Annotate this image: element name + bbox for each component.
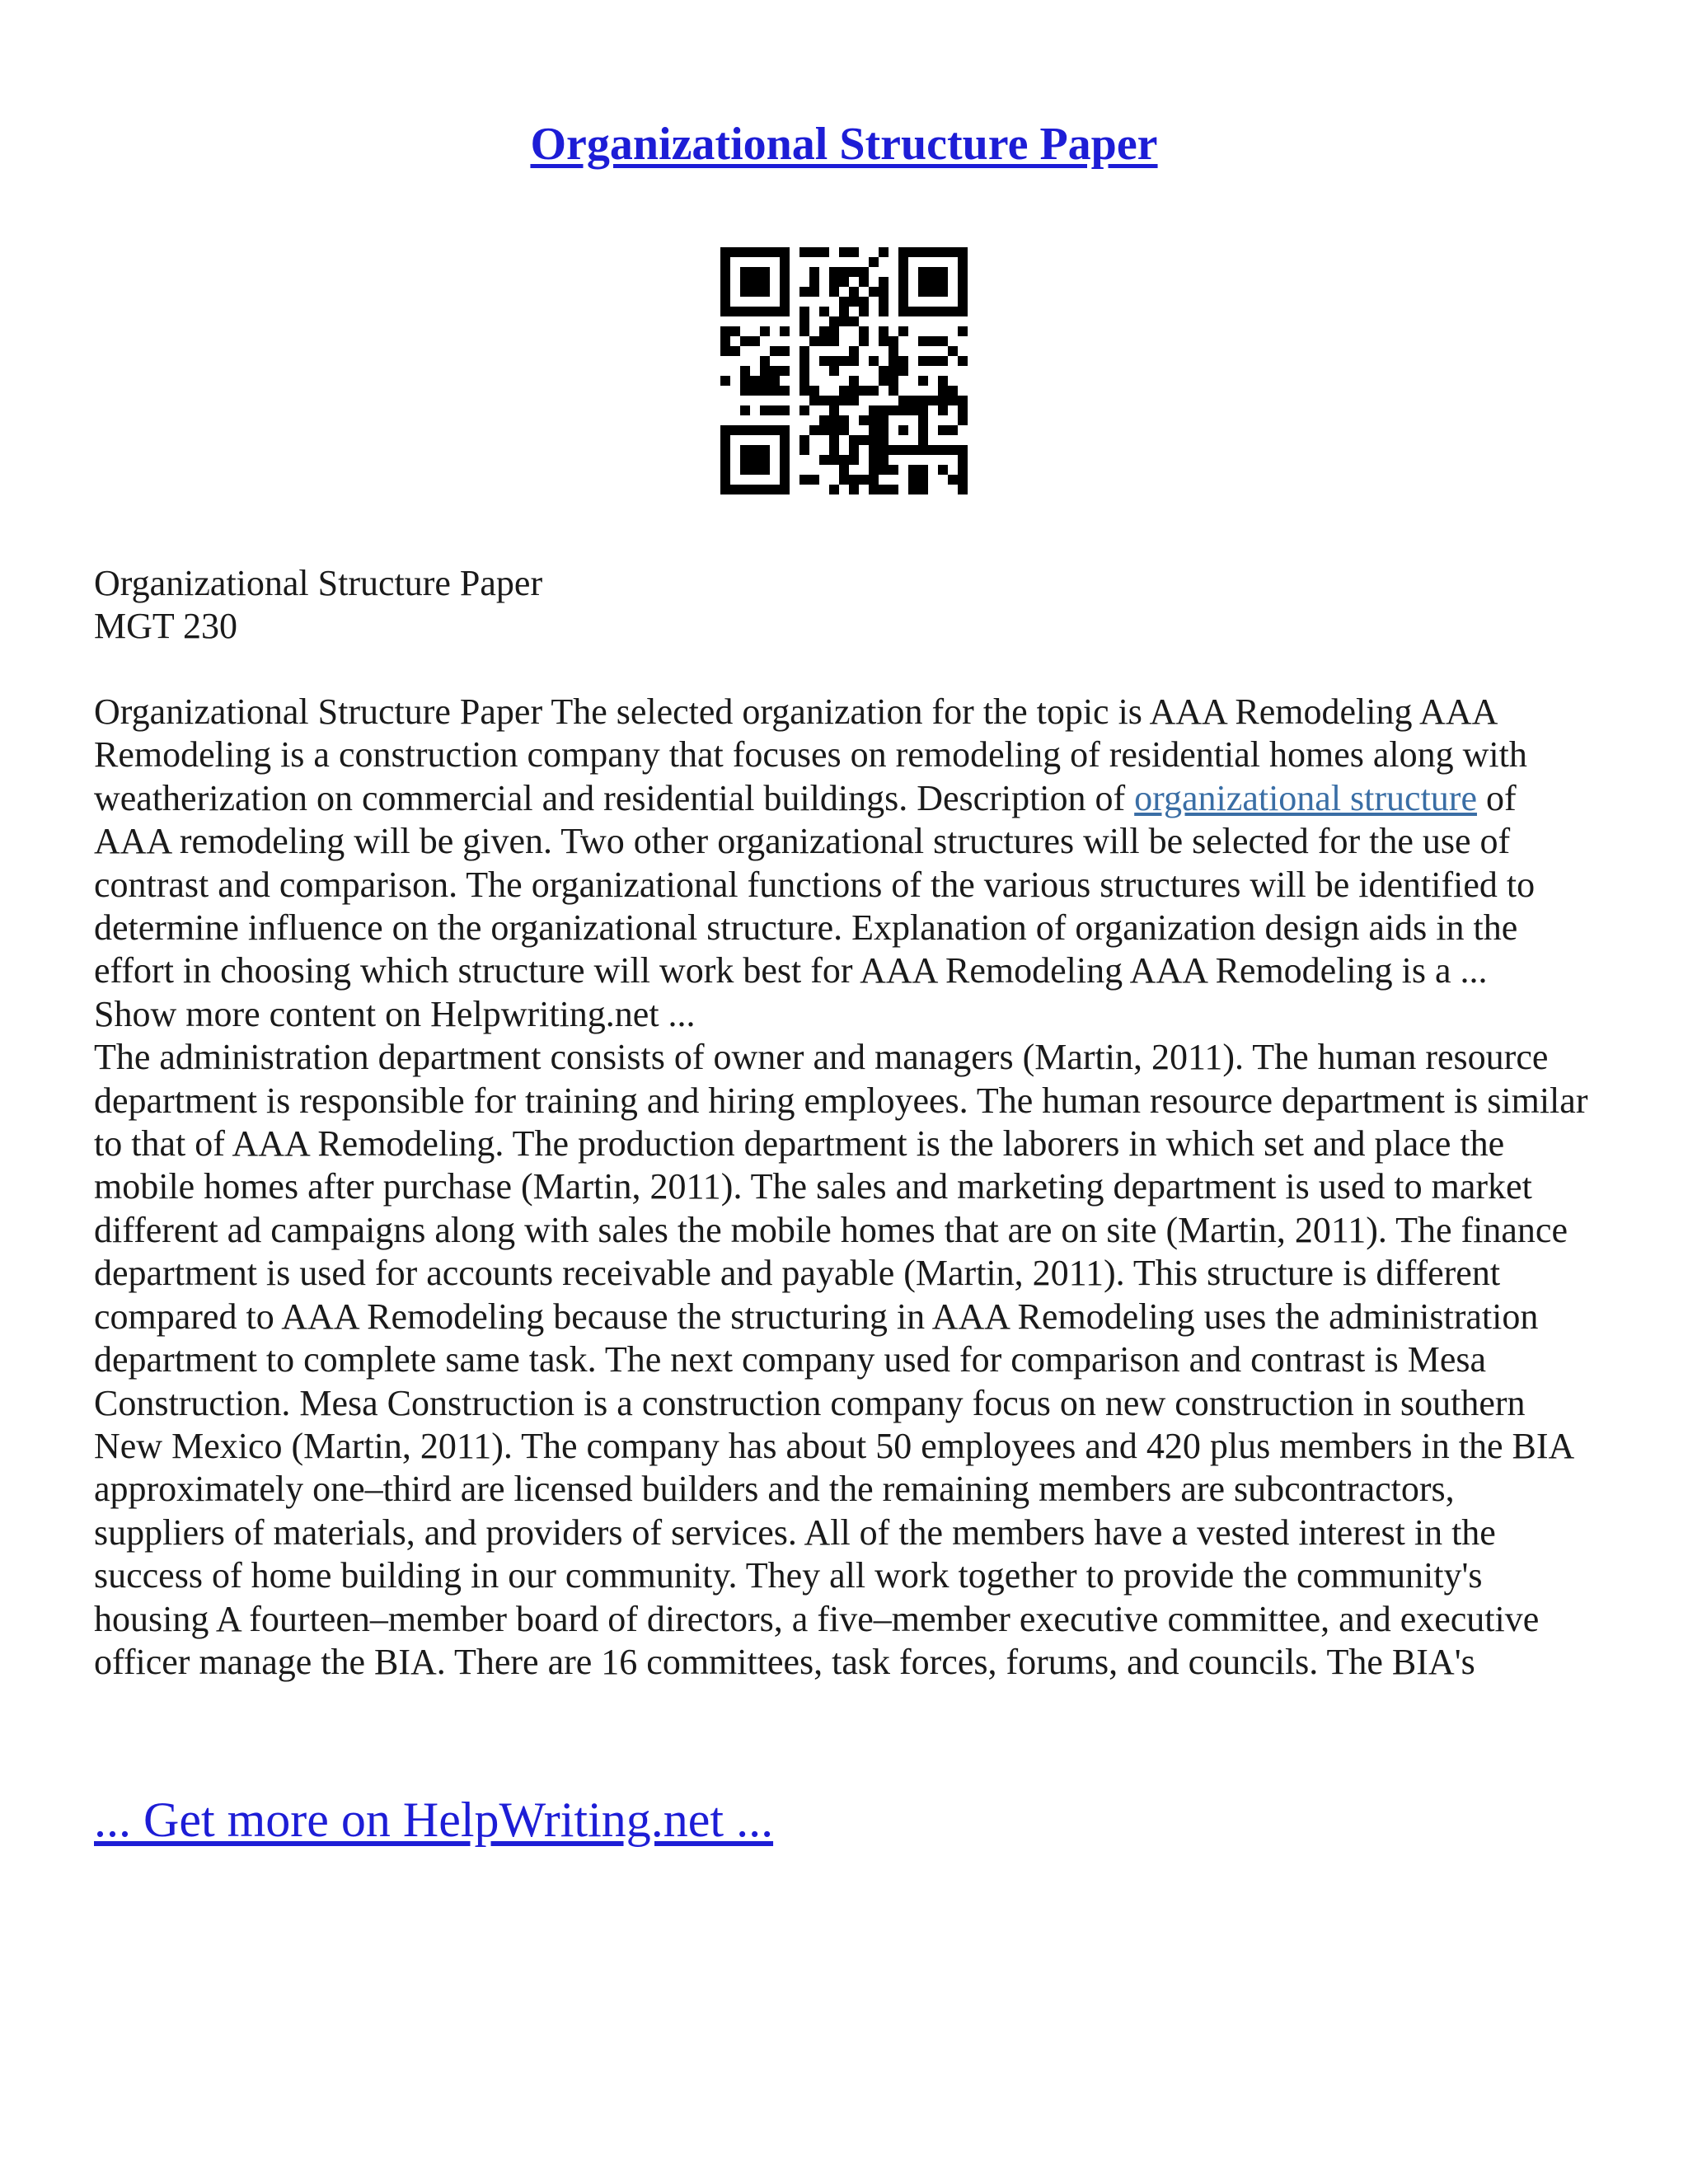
qr-module bbox=[918, 356, 928, 366]
qr-module bbox=[948, 475, 958, 485]
qr-module bbox=[829, 435, 839, 445]
qr-module bbox=[780, 366, 790, 376]
qr-module bbox=[958, 455, 968, 465]
qr-module bbox=[948, 425, 958, 435]
qr-module bbox=[819, 326, 829, 336]
qr-module bbox=[760, 386, 770, 396]
qr-module bbox=[750, 336, 760, 346]
qr-module bbox=[879, 366, 889, 376]
qr-module bbox=[720, 346, 730, 356]
qr-module bbox=[809, 277, 819, 287]
qr-module bbox=[849, 386, 859, 396]
title-link[interactable]: Organizational Structure Paper bbox=[530, 119, 1158, 170]
qr-module bbox=[799, 366, 809, 376]
qr-module bbox=[958, 396, 968, 405]
qr-module bbox=[908, 396, 918, 405]
qr-module bbox=[770, 386, 780, 396]
qr-module bbox=[849, 445, 859, 455]
qr-module bbox=[839, 356, 849, 366]
qr-module bbox=[958, 415, 968, 425]
qr-module bbox=[958, 465, 968, 475]
qr-module bbox=[839, 247, 849, 257]
qr-module bbox=[720, 326, 730, 336]
qr-module bbox=[849, 376, 859, 386]
qr-module bbox=[799, 287, 809, 297]
qr-module bbox=[859, 475, 869, 485]
qr-module bbox=[839, 307, 849, 316]
qr-module bbox=[799, 405, 809, 415]
qr-module bbox=[918, 396, 928, 405]
qr-module bbox=[879, 455, 889, 465]
qr-module bbox=[958, 356, 968, 366]
qr-module bbox=[849, 356, 859, 366]
get-more-link[interactable]: ... Get more on HelpWriting.net ... bbox=[94, 1793, 774, 1847]
document-header bbox=[94, 562, 1594, 648]
qr-module bbox=[809, 425, 819, 435]
qr-module bbox=[938, 405, 948, 415]
qr-module bbox=[859, 307, 869, 316]
qr-module bbox=[898, 366, 908, 376]
qr-module bbox=[829, 287, 839, 297]
qr-module bbox=[809, 475, 819, 485]
qr-module bbox=[908, 465, 918, 475]
qr-module bbox=[879, 376, 889, 386]
qr-module bbox=[879, 485, 889, 494]
qr-module bbox=[780, 405, 790, 415]
qr-module bbox=[859, 297, 869, 307]
qr-module bbox=[958, 405, 968, 415]
qr-code-icon bbox=[720, 247, 968, 494]
qr-module bbox=[859, 267, 869, 277]
qr-module bbox=[849, 267, 859, 277]
qr-module bbox=[730, 346, 740, 356]
qr-module bbox=[859, 326, 869, 336]
qr-module bbox=[750, 376, 760, 386]
qr-module bbox=[938, 465, 948, 475]
qr-module bbox=[760, 326, 770, 336]
qr-module bbox=[819, 356, 829, 366]
qr-module bbox=[809, 287, 819, 297]
qr-module bbox=[918, 336, 928, 346]
organizational-structure-link[interactable]: organizational structure bbox=[1134, 777, 1477, 818]
qr-module bbox=[770, 376, 780, 386]
qr-module bbox=[839, 267, 849, 277]
qr-module bbox=[849, 316, 859, 326]
qr-module bbox=[849, 475, 859, 485]
qr-module bbox=[829, 405, 839, 415]
qr-module bbox=[898, 356, 908, 366]
qr-module bbox=[799, 435, 809, 445]
document-body bbox=[94, 691, 1594, 1684]
qr-module bbox=[819, 396, 829, 405]
qr-module bbox=[879, 336, 889, 346]
qr-module bbox=[938, 386, 948, 396]
qr-module bbox=[948, 346, 958, 356]
qr-module bbox=[849, 287, 859, 297]
get-more-section bbox=[94, 1790, 773, 1849]
qr-module bbox=[799, 247, 809, 257]
qr-module bbox=[849, 435, 859, 445]
qr-module bbox=[809, 386, 819, 396]
qr-module bbox=[869, 356, 879, 366]
qr-module bbox=[839, 465, 849, 475]
qr-module bbox=[849, 346, 859, 356]
qr-module bbox=[829, 396, 839, 405]
qr-module bbox=[849, 297, 859, 307]
qr-module bbox=[859, 386, 869, 396]
qr-module bbox=[799, 307, 809, 316]
qr-module bbox=[799, 445, 809, 455]
qr-module bbox=[938, 336, 948, 346]
qr-module bbox=[938, 376, 948, 386]
qr-module bbox=[829, 277, 839, 287]
qr-module bbox=[938, 396, 948, 405]
qr-module bbox=[799, 376, 809, 386]
paragraph-intro-end: of AAA remodeling will be given. Two other organizational structures will be selected for the use of contrast and comparison. The organizational functions of the various structures will be identified to determine influence on the organizational structure. Explanation of organization design aids in the effort in choosing which structure will work best for AAA Remodeling AAA Remodeling is a ... bbox=[94, 777, 1536, 991]
qr-module bbox=[760, 405, 770, 415]
qr-module bbox=[839, 455, 849, 465]
qr-module bbox=[869, 386, 879, 396]
qr-module bbox=[948, 445, 958, 455]
qr-module bbox=[898, 326, 908, 336]
qr-module bbox=[869, 287, 879, 297]
qr-module bbox=[938, 445, 948, 455]
qr-module bbox=[829, 356, 839, 366]
header-title-line: Organizational Structure Paper bbox=[94, 563, 543, 603]
paragraph-main: The administration department consists of owner and managers (Martin, 2011). The human resource department is responsible for training and hiring employees. The human resource department is similar to that of AAA Remodeling. The production department is the laborers in which set and place the mobile homes after purchase (Martin, 2011). The sales and marketing department is used to market different ad campaigns along with sales the mobile homes that are on site (Martin, 2011). The finance department is used for accounts receivable and payable (Martin, 2011). This structure is different compared to AAA Remodeling because the structuring in AAA Remodeling uses the administration department to complete same task. The next company used for comparison and contrast is Mesa Construction. Mesa Construction is a construction company focus on new construction in southern New Mexico (Martin, 2011). The company has about 50 employees and 420 plus members in the BIA approximately one–third are licensed builders and the remaining members are subcontractors, suppliers of materials, and providers of services. All of the members have a vested interest in the success of home building in our community. They all work together to provide the community's housing A fourteen–member board of directors, a five–member executive committee, and executive officer manage the BIA. There are 16 committees, task forces, forums, and councils. The BIA's bbox=[94, 1037, 1588, 1682]
qr-module bbox=[908, 475, 918, 485]
qr-module bbox=[740, 366, 750, 376]
qr-module bbox=[829, 336, 839, 346]
qr-module bbox=[879, 465, 889, 475]
qr-module bbox=[869, 425, 879, 435]
qr-module bbox=[799, 386, 809, 396]
qr-module bbox=[809, 396, 819, 405]
qr-module bbox=[740, 386, 750, 396]
qr-module bbox=[819, 425, 829, 435]
qr-module bbox=[879, 326, 889, 336]
qr-module bbox=[948, 396, 958, 405]
qr-module bbox=[928, 445, 938, 455]
qr-module bbox=[869, 485, 879, 494]
qr-module bbox=[829, 326, 839, 336]
qr-module bbox=[879, 247, 889, 257]
qr-module bbox=[740, 376, 750, 386]
header-course-line: MGT 230 bbox=[94, 606, 237, 646]
qr-module bbox=[918, 465, 928, 475]
qr-module bbox=[819, 336, 829, 346]
qr-module bbox=[889, 465, 898, 475]
qr-module bbox=[839, 475, 849, 485]
qr-module bbox=[819, 307, 829, 316]
qr-module bbox=[859, 277, 869, 287]
qr-module bbox=[839, 386, 849, 396]
qr-module bbox=[938, 425, 948, 435]
qr-module bbox=[839, 415, 849, 425]
qr-module bbox=[839, 297, 849, 307]
qr-module bbox=[898, 425, 908, 435]
qr-module bbox=[869, 445, 879, 455]
qr-module bbox=[809, 336, 819, 346]
qr-module bbox=[740, 405, 750, 415]
qr-module bbox=[740, 336, 750, 346]
qr-module bbox=[869, 435, 879, 445]
qr-module bbox=[770, 366, 780, 376]
qr-module bbox=[829, 415, 839, 425]
qr-module bbox=[760, 356, 770, 366]
qr-module bbox=[889, 376, 898, 386]
qr-module bbox=[780, 386, 790, 396]
qr-module bbox=[819, 455, 829, 465]
qr-module bbox=[819, 247, 829, 257]
qr-module bbox=[720, 336, 730, 346]
qr-module bbox=[799, 356, 809, 366]
qr-module bbox=[928, 396, 938, 405]
qr-module bbox=[829, 267, 839, 277]
paragraph-intro bbox=[94, 691, 1594, 993]
qr-module bbox=[730, 326, 740, 336]
qr-module bbox=[799, 326, 809, 336]
qr-module bbox=[780, 326, 790, 336]
qr-module bbox=[780, 346, 790, 356]
qr-module bbox=[829, 485, 839, 494]
qr-module bbox=[859, 415, 869, 425]
qr-module bbox=[889, 366, 898, 376]
qr-module bbox=[859, 336, 869, 346]
qr-module bbox=[829, 366, 839, 376]
qr-module bbox=[879, 277, 889, 287]
qr-module bbox=[898, 396, 908, 405]
qr-module bbox=[829, 455, 839, 465]
qr-module bbox=[799, 475, 809, 485]
qr-module bbox=[879, 297, 889, 307]
qr-module bbox=[869, 257, 879, 267]
qr-module bbox=[839, 316, 849, 326]
qr-module bbox=[938, 356, 948, 366]
qr-module bbox=[889, 485, 898, 494]
qr-module bbox=[720, 376, 730, 386]
qr-module bbox=[889, 386, 898, 396]
paragraph-intro-start: Organizational Structure Paper The selected organization for the topic is AAA Remodeling AAA Remodeling is a construction company that focuses on remodeling of residential homes along with weatherization on commercial and residential buildings. Description of bbox=[94, 691, 1527, 818]
qr-module bbox=[809, 247, 819, 257]
qr-module bbox=[740, 267, 770, 297]
show-more-text: Show more content on Helpwriting.net ... bbox=[94, 993, 696, 1034]
qr-module bbox=[829, 425, 839, 435]
qr-module bbox=[849, 396, 859, 405]
qr-module bbox=[869, 455, 879, 465]
qr-module bbox=[918, 475, 928, 485]
qr-module bbox=[918, 485, 928, 494]
qr-module bbox=[829, 445, 839, 455]
qr-module bbox=[799, 316, 809, 326]
qr-module bbox=[918, 267, 948, 297]
qr-module bbox=[958, 485, 968, 494]
qr-module bbox=[849, 247, 859, 257]
qr-module bbox=[958, 475, 968, 485]
qr-module bbox=[869, 465, 879, 475]
qr-module bbox=[849, 485, 859, 494]
qr-module bbox=[879, 307, 889, 316]
qr-module bbox=[849, 455, 859, 465]
qr-module bbox=[799, 346, 809, 356]
qr-module bbox=[760, 376, 770, 386]
qr-module bbox=[928, 356, 938, 366]
qr-module bbox=[770, 346, 780, 356]
qr-module bbox=[809, 267, 819, 277]
qr-module bbox=[829, 316, 839, 326]
qr-module bbox=[839, 425, 849, 435]
qr-module bbox=[819, 415, 829, 425]
qr-module bbox=[948, 386, 958, 396]
qr-code-graphic bbox=[720, 247, 968, 494]
qr-module bbox=[869, 475, 879, 485]
qr-module bbox=[958, 326, 968, 336]
qr-module bbox=[760, 366, 770, 376]
qr-module bbox=[918, 376, 928, 386]
qr-module bbox=[908, 485, 918, 494]
qr-module bbox=[928, 336, 938, 346]
qr-module bbox=[740, 445, 770, 475]
qr-module bbox=[839, 396, 849, 405]
qr-module bbox=[869, 405, 879, 415]
qr-module bbox=[859, 435, 869, 445]
qr-module bbox=[750, 386, 760, 396]
qr-module bbox=[839, 277, 849, 287]
qr-module bbox=[958, 445, 968, 455]
qr-module bbox=[889, 346, 898, 356]
page-title bbox=[0, 115, 1688, 173]
qr-module bbox=[770, 405, 780, 415]
qr-module bbox=[869, 415, 879, 425]
qr-module bbox=[889, 336, 898, 346]
qr-module bbox=[889, 356, 898, 366]
qr-module bbox=[879, 287, 889, 297]
